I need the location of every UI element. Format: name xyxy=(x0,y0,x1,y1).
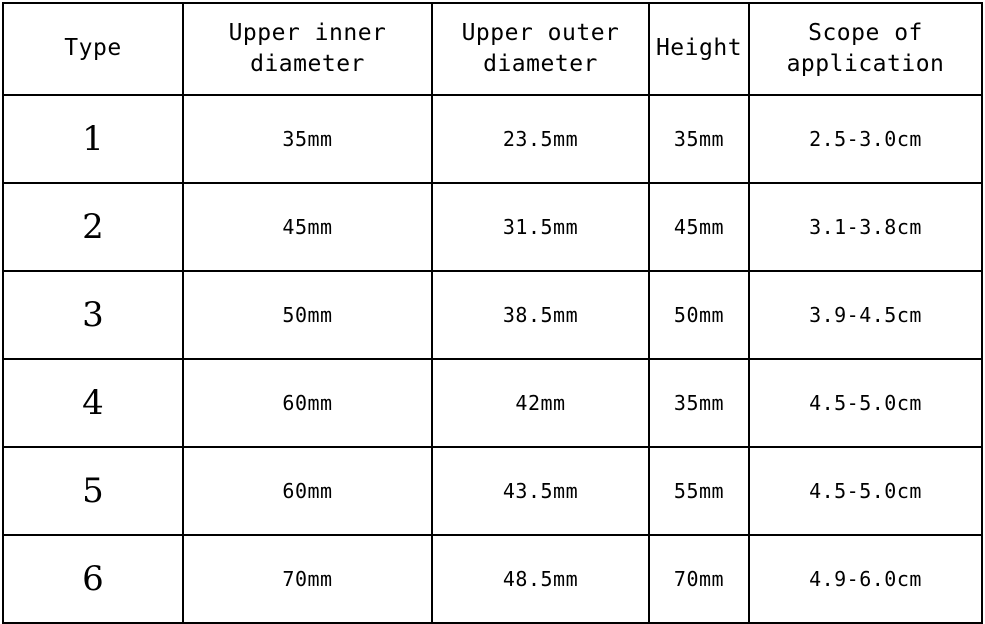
specification-table xyxy=(2,2,983,624)
cell-upper-inner-diameter: 45mm xyxy=(183,183,432,271)
cell-type: 5 xyxy=(3,447,183,535)
table-row xyxy=(3,447,982,535)
table-row xyxy=(3,535,982,623)
column-header-scope-of-application: Scope of application xyxy=(749,3,982,95)
cell-type: 6 xyxy=(3,535,183,623)
cell-upper-outer-diameter: 48.5mm xyxy=(432,535,649,623)
cell-upper-outer-diameter: 23.5mm xyxy=(432,95,649,183)
table-row xyxy=(3,95,982,183)
cell-upper-outer-diameter: 31.5mm xyxy=(432,183,649,271)
cell-scope-of-application: 4.5-5.0cm xyxy=(749,359,982,447)
cell-height: 50mm xyxy=(649,271,749,359)
cell-height: 35mm xyxy=(649,95,749,183)
table-body xyxy=(3,95,982,623)
cell-scope-of-application: 3.9-4.5cm xyxy=(749,271,982,359)
cell-upper-inner-diameter: 35mm xyxy=(183,95,432,183)
cell-type: 1 xyxy=(3,95,183,183)
cell-height: 70mm xyxy=(649,535,749,623)
cell-upper-inner-diameter: 50mm xyxy=(183,271,432,359)
cell-height: 35mm xyxy=(649,359,749,447)
column-header-upper-inner-diameter: Upper inner diameter xyxy=(183,3,432,95)
cell-upper-outer-diameter: 42mm xyxy=(432,359,649,447)
table-header-row xyxy=(3,3,982,95)
cell-upper-inner-diameter: 70mm xyxy=(183,535,432,623)
cell-upper-outer-diameter: 38.5mm xyxy=(432,271,649,359)
cell-scope-of-application: 4.9-6.0cm xyxy=(749,535,982,623)
cell-type: 4 xyxy=(3,359,183,447)
cell-type: 3 xyxy=(3,271,183,359)
table-header xyxy=(3,3,982,95)
cell-upper-inner-diameter: 60mm xyxy=(183,447,432,535)
cell-height: 45mm xyxy=(649,183,749,271)
column-header-type: Type xyxy=(3,3,183,95)
column-header-upper-outer-diameter: Upper outer diameter xyxy=(432,3,649,95)
cell-upper-outer-diameter: 43.5mm xyxy=(432,447,649,535)
cell-scope-of-application: 3.1-3.8cm xyxy=(749,183,982,271)
table-row xyxy=(3,271,982,359)
cell-scope-of-application: 4.5-5.0cm xyxy=(749,447,982,535)
table-row xyxy=(3,183,982,271)
cell-scope-of-application: 2.5-3.0cm xyxy=(749,95,982,183)
cell-upper-inner-diameter: 60mm xyxy=(183,359,432,447)
column-header-height: Height xyxy=(649,3,749,95)
cell-height: 55mm xyxy=(649,447,749,535)
table-row xyxy=(3,359,982,447)
cell-type: 2 xyxy=(3,183,183,271)
